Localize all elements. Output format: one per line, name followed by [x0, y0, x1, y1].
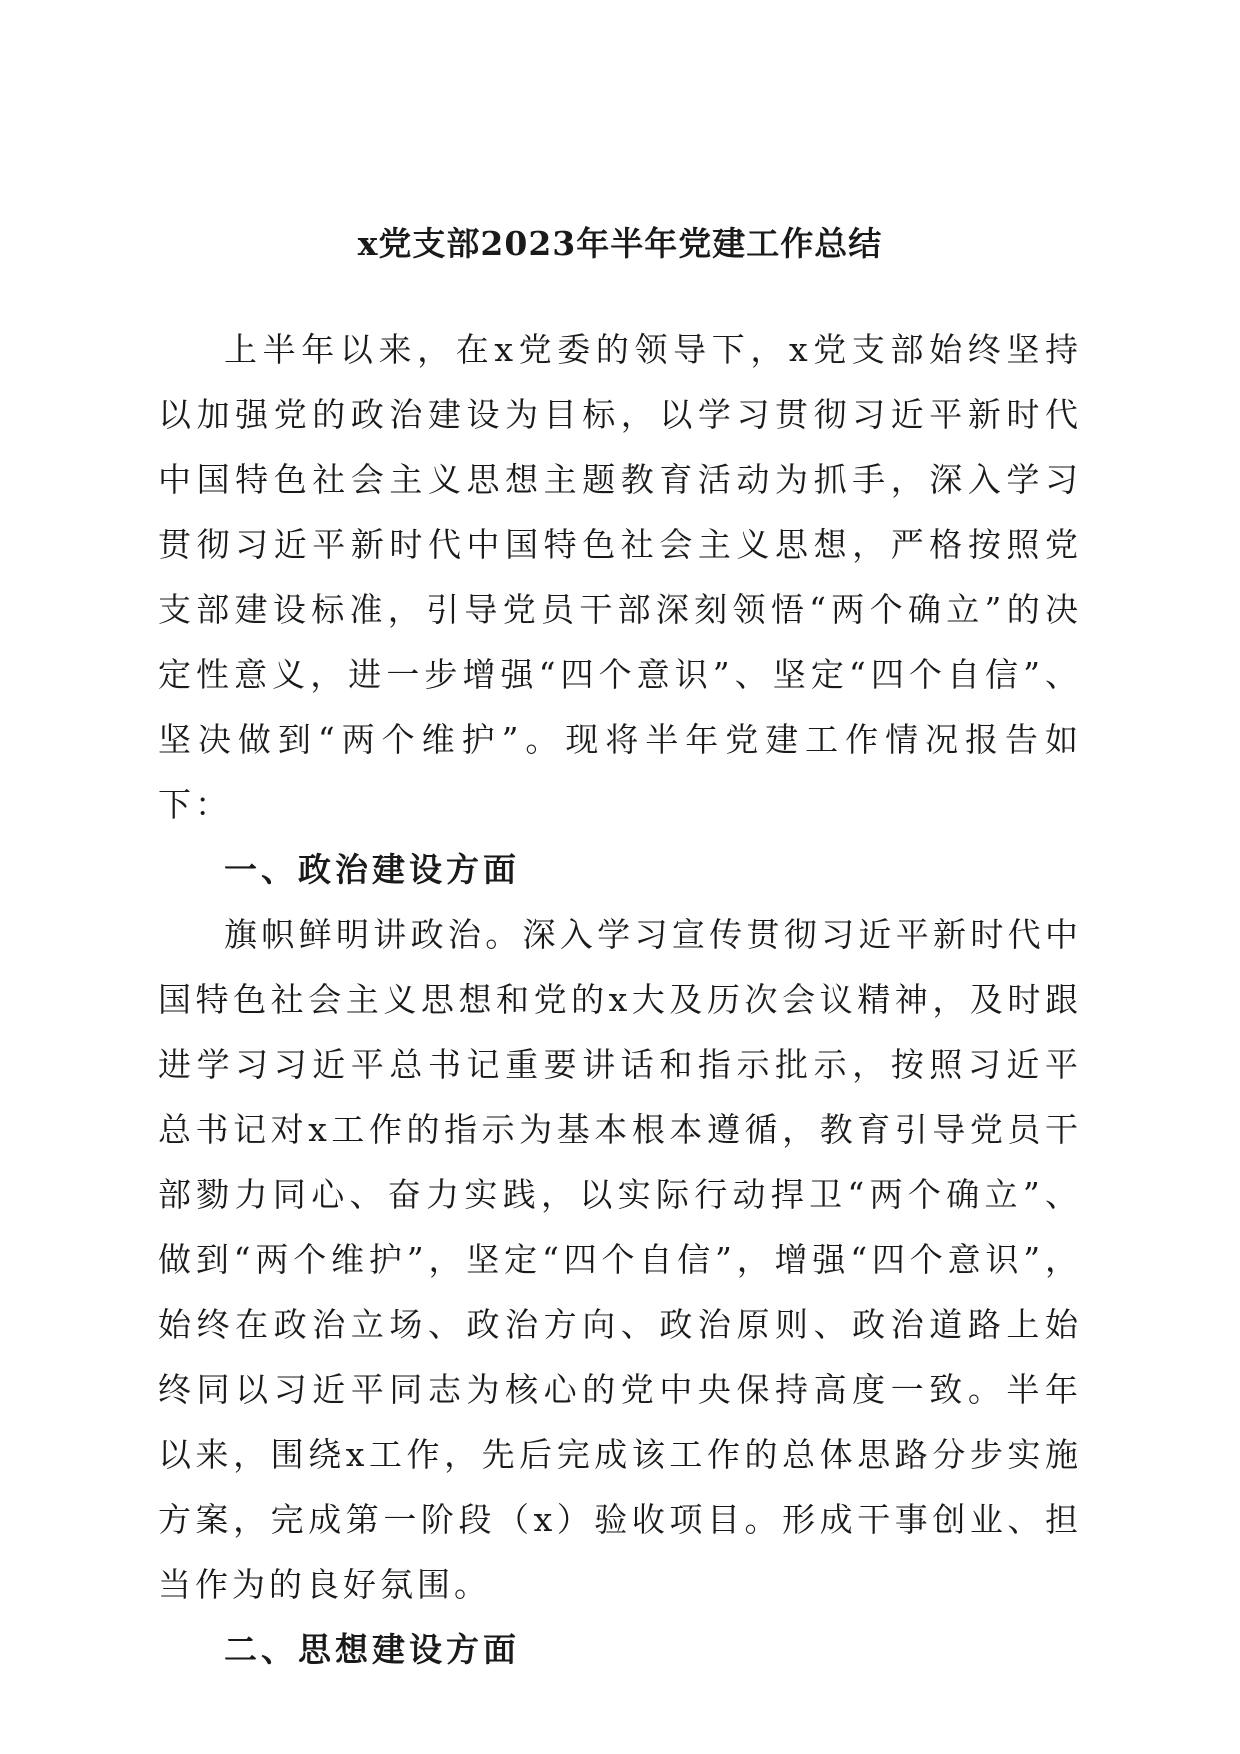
intro-paragraph: 上半年以来，在x党委的领导下，x党支部始终坚持以加强党的政治建设为目标，以学习贯彻习近平新时代中国特色社会主义思想主题教育活动为抓手，深入学习贯彻习近平新时代中国特色社会主义思想，严格按照党支部建设标准，引导党员干部深刻领悟“两个确立”的决定性意义，进一步增强“四个意识”、坚定“四个自信”、坚决做到“两个维护”。现将半年党建工作情况报告如下：: [158, 330, 1082, 824]
section-heading-political: 一、政治建设方面: [224, 850, 520, 889]
document-body: [158, 317, 1082, 1682]
document-title: x党支部2023年半年党建工作总结: [357, 224, 883, 263]
section-heading-ideological: 二、思想建设方面: [224, 1630, 520, 1669]
section-paragraph-political: 旗帜鲜明讲政治。深入学习宣传贯彻习近平新时代中国特色社会主义思想和党的x大及历次会议精神，及时跟进学习习近平总书记重要讲话和指示批示，按照习近平总书记对x工作的指示为基本根本遵循，教育引导党员干部勠力同心、奋力实践，以实际行动捍卫“两个确立”、做到“两个维护”，坚定“四个自信”，增强“四个意识”，始终在政治立场、政治方向、政治原则、政治道路上始终同以习近平同志为核心的党中央保持高度一致。半年以来，围绕x工作，先后完成该工作的总体思路分步实施方案，完成第一阶段（x）验收项目。形成干事创业、担当作为的良好氛围。: [158, 915, 1082, 1604]
